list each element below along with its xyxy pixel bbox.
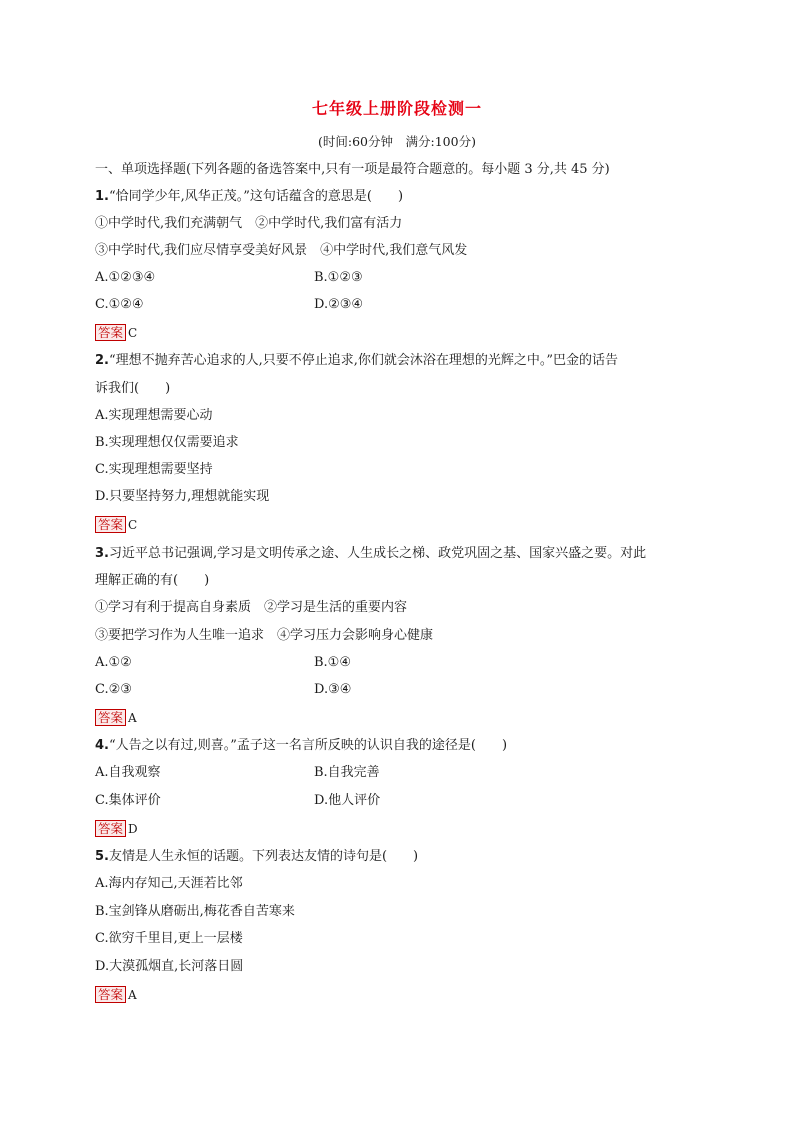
question-text: 诉我们( ) [95, 381, 171, 396]
question-number: 1. [95, 189, 109, 204]
page-title: 七年级上册阶段检测一 [311, 99, 482, 118]
statement-line: ①学习有利于提高自身素质 ②学习是生活的重要内容 [95, 600, 408, 615]
answer-badge: 答案 [95, 516, 126, 533]
option-row [95, 681, 695, 699]
option: B.①④ [314, 655, 351, 670]
question-stem [95, 848, 418, 866]
statement-line: ③要把学习作为人生唯一追求 ④学习压力会影响身心健康 [95, 628, 434, 643]
option: A.①②③④ [95, 270, 156, 285]
option: D.③④ [314, 682, 352, 697]
answer-value: A [128, 711, 137, 725]
option: D.他人评价 [314, 793, 381, 808]
answer-badge: 答案 [95, 709, 126, 726]
answer-badge: 答案 [95, 986, 126, 1003]
option: C.①②④ [95, 297, 144, 312]
answer-badge: 答案 [95, 820, 126, 837]
question-text: 友情是人生永恒的话题。下列表达友情的诗句是( ) [108, 849, 419, 864]
option: A.海内存知己,天涯若比邻 [95, 876, 243, 891]
option-row [95, 930, 695, 948]
option: A.自我观察 [95, 765, 161, 780]
option-row [95, 958, 695, 976]
question-stem [95, 737, 507, 755]
option: C.欲穷千里目,更上一层楼 [95, 931, 243, 946]
option-row [95, 764, 695, 782]
question-stem [95, 188, 403, 206]
answer-line [95, 986, 137, 1005]
question-text: “人告之以有过,则喜。”孟子这一名言所反映的认识自我的途径是( ) [108, 738, 508, 753]
option-row [95, 875, 695, 893]
question-text: 理解正确的有( ) [95, 573, 210, 588]
question-number: 4. [95, 738, 109, 753]
statement-line: ①中学时代,我们充满朝气 ②中学时代,我们富有活力 [95, 216, 403, 231]
option: D.只要坚持努力,理想就能实现 [95, 489, 270, 504]
exam-info: (时间:60分钟 满分:100分) [318, 134, 476, 149]
option: D.②③④ [314, 297, 364, 312]
option-row [95, 461, 695, 479]
option: D.大漠孤烟直,长河落日圆 [95, 959, 244, 974]
option: B.实现理想仅仅需要追求 [95, 435, 239, 450]
answer-line [95, 820, 138, 839]
option: B.①②③ [314, 270, 363, 285]
option-row [95, 296, 695, 314]
option: C.②③ [95, 682, 132, 697]
question-number: 3. [95, 546, 109, 561]
option-row [95, 488, 695, 506]
option: B.自我完善 [314, 765, 380, 780]
option-row [95, 903, 695, 921]
answer-line [95, 516, 137, 535]
option-row [95, 654, 695, 672]
question-stem [95, 352, 618, 370]
answer-value: A [128, 988, 137, 1002]
question-stem [95, 545, 646, 563]
question-text: “恰同学少年,风华正茂。”这句话蕴含的意思是( ) [108, 189, 404, 204]
section-heading: 一、单项选择题(下列各题的备选答案中,只有一项是最符合题意的。每小题 3 分,共 45 分) [95, 162, 610, 177]
option: A.①② [95, 655, 132, 670]
option: C.实现理想需要坚持 [95, 462, 213, 477]
question-number: 2. [95, 353, 109, 368]
option: B.宝剑锋从磨砺出,梅花香自苦寒来 [95, 904, 295, 919]
question-stem [95, 572, 209, 590]
question-number: 5. [95, 849, 109, 864]
answer-value: D [128, 822, 138, 836]
question-stem [95, 380, 170, 398]
option: A.实现理想需要心动 [95, 408, 213, 423]
option-row [95, 269, 695, 287]
option-row [95, 407, 695, 425]
option-row [95, 792, 695, 810]
statement-line: ③中学时代,我们应尽情享受美好风景 ④中学时代,我们意气风发 [95, 243, 468, 258]
question-text: 习近平总书记强调,学习是文明传承之途、人生成长之梯、政党巩固之基、国家兴盛之要。对此 [108, 546, 647, 561]
option: C.集体评价 [95, 793, 161, 808]
question-text: “理想不抛弃苦心追求的人,只要不停止追求,你们就会沐浴在理想的光辉之中。”巴金的话告 [108, 353, 619, 368]
answer-line [95, 709, 137, 728]
answer-line [95, 324, 137, 343]
answer-value: C [128, 326, 138, 340]
option-row [95, 434, 695, 452]
answer-value: C [128, 518, 138, 532]
answer-badge: 答案 [95, 324, 126, 341]
